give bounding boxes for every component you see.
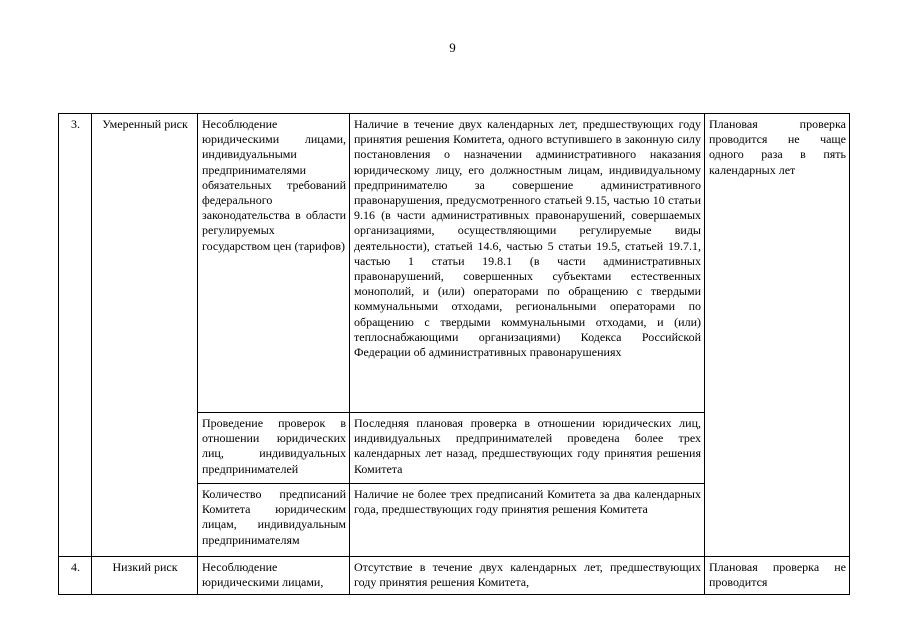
risk-category: Умеренный риск xyxy=(92,114,198,557)
table-row xyxy=(59,114,850,413)
criterion-title: Несоблюдение юридическими лицами, xyxy=(198,557,350,595)
criterion-description: Отсутствие в течение двух календарных лет, предшествующих году принятия решения Комитета, xyxy=(350,557,705,595)
row-number: 3. xyxy=(59,114,92,557)
risk-category-table xyxy=(58,113,850,595)
table-row xyxy=(59,557,850,595)
row-number: 4. xyxy=(59,557,92,595)
criterion-title: Проведение проверок в отношении юридических лиц, индивидуальных предпринимателей xyxy=(198,413,350,484)
risk-category: Низкий риск xyxy=(92,557,198,595)
criterion-description: Последняя плановая проверка в отношении юридических лиц, индивидуальных предпринимателей проведена более трех календарных лет назад, предшествующих году принятия решения Комитета xyxy=(350,413,705,484)
inspection-frequency: Плановая проверка проводится не чаще одного раза в пять календарных лет xyxy=(705,114,850,557)
criterion-description: Наличие в течение двух календарных лет, предшествующих году принятия решения Комитета, одного вступившего в законную силу постановления о назначении административного наказания юридическому лицу, его должностным лицам, индивидуальному предпринимателю за совершение административного правонарушения, предусмотренного статьей 9.15, частью 10 статьи 9.16 (в части административных правонарушений, совершаемых организациями, осуществляющими регулируемые виды деятельности), статьей 14.6, частью 5 статьи 19.5, статьей 19.7.1, частью 1 статьи 19.8.1 (в части административных правонарушений, совершенных субъектами естественных монополий, и (или) операторами по обращению с твердыми коммунальными отходами, региональными операторами по обращению с твердыми коммунальными отходами, и (или) теплоснабжающими организациями) Кодекса Российской Федерации об административных правонарушениях xyxy=(350,114,705,413)
criterion-title: Количество предписаний Комитета юридическим лицам, индивидуальным предпринимателям xyxy=(198,484,350,557)
inspection-frequency: Плановая проверка не проводится xyxy=(705,557,850,595)
criterion-title: Несоблюдение юридическими лицами, индивидуальными предпринимателями обязательных требований федерального законодательства в области регулируемых государством цен (тарифов) xyxy=(198,114,350,413)
criterion-description: Наличие не более трех предписаний Комитета за два календарных года, предшествующих году принятия решения Комитета xyxy=(350,484,705,557)
page-number: 9 xyxy=(449,40,456,55)
